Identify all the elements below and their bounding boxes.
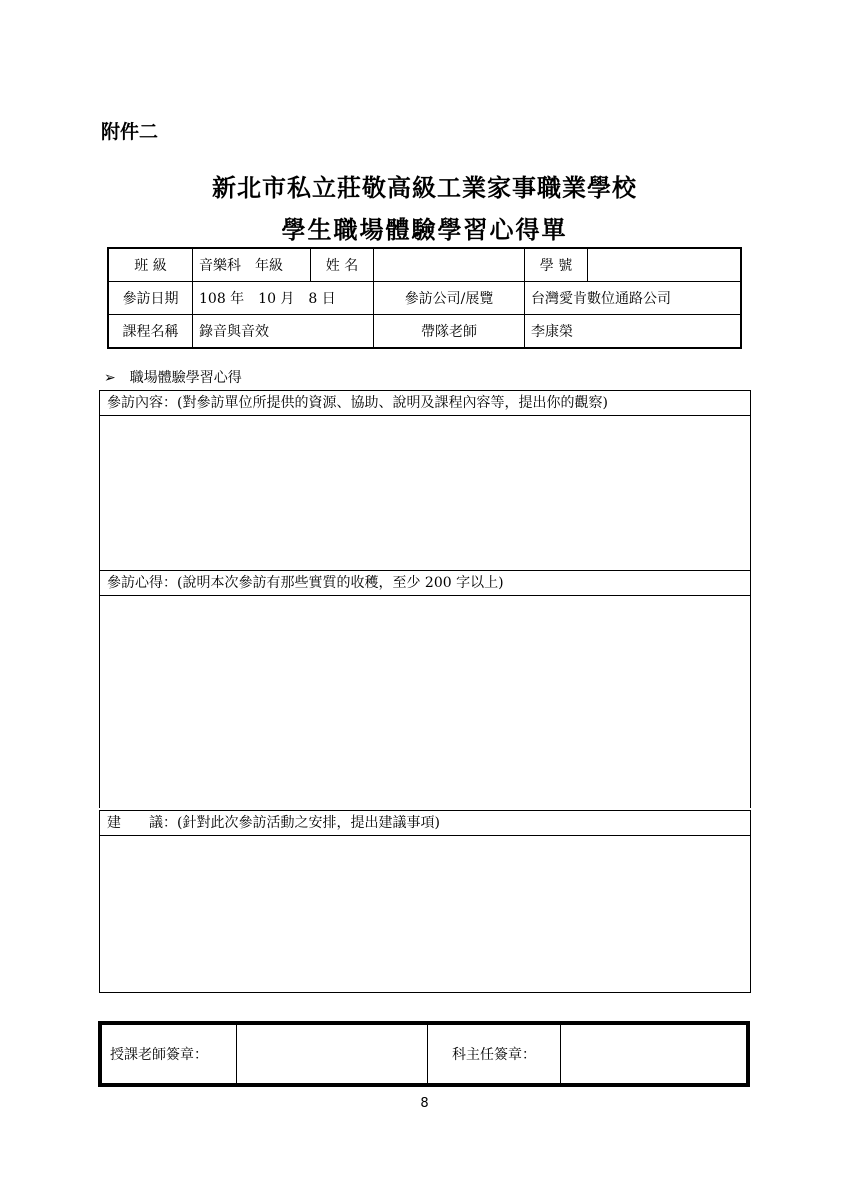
arrow-bullet-icon: ➢ — [104, 370, 116, 386]
head-signature-label: 科主任簽章： — [428, 1023, 561, 1085]
attachment-label: 附件二 — [101, 121, 159, 143]
content-box-area[interactable] — [100, 416, 750, 570]
suggestion-box-area[interactable] — [100, 836, 750, 992]
class-label: 班 級 — [108, 248, 193, 282]
course-label: 課程名稱 — [108, 315, 193, 349]
teacher-label: 帶隊老師 — [374, 315, 525, 349]
info-table — [107, 247, 742, 349]
course-value[interactable]: 錄音與音效 — [193, 315, 374, 349]
company-value[interactable]: 台灣愛肯數位通路公司 — [525, 282, 742, 315]
content-box — [99, 390, 751, 570]
name-value[interactable] — [374, 248, 525, 282]
suggestion-box-header: 建 議：(針對此次參訪活動之安排，提出建議事項) — [100, 811, 750, 836]
info-row-course — [108, 315, 741, 349]
student-id-label: 學 號 — [525, 248, 588, 282]
school-name: 新北市私立莊敬高級工業家事職業學校 — [212, 173, 637, 202]
signature-row — [100, 1023, 748, 1085]
reflection-box-area[interactable] — [100, 596, 750, 808]
teacher-value[interactable]: 李康榮 — [525, 315, 742, 349]
date-label: 參訪日期 — [108, 282, 193, 315]
reflection-box — [99, 570, 751, 808]
content-box-header: 參訪內容：(對參訪單位所提供的資源、協助、說明及課程內容等，提出你的觀察) — [100, 391, 750, 416]
company-label: 參訪公司/展覽 — [374, 282, 525, 315]
section-heading — [104, 367, 242, 387]
name-label: 姓 名 — [311, 248, 374, 282]
teacher-signature-field[interactable] — [237, 1023, 428, 1085]
student-id-value[interactable] — [588, 248, 742, 282]
info-row-class — [108, 248, 741, 282]
class-value[interactable]: 音樂科 年級 — [193, 248, 311, 282]
reflection-box-header: 參訪心得：(說明本次參訪有那些實質的收穫，至少 200 字以上) — [100, 571, 750, 596]
info-row-date — [108, 282, 741, 315]
section-heading-text: 職場體驗學習心得 — [129, 370, 242, 386]
form-title: 學生職場體驗學習心得單 — [281, 215, 568, 244]
head-signature-field[interactable] — [561, 1023, 749, 1085]
suggestion-box — [99, 810, 751, 993]
date-value[interactable]: 108 年 10 月 8 日 — [193, 282, 374, 315]
page-number: 8 — [420, 1096, 429, 1111]
teacher-signature-label: 授課老師簽章： — [100, 1023, 237, 1085]
signature-table — [98, 1021, 750, 1087]
